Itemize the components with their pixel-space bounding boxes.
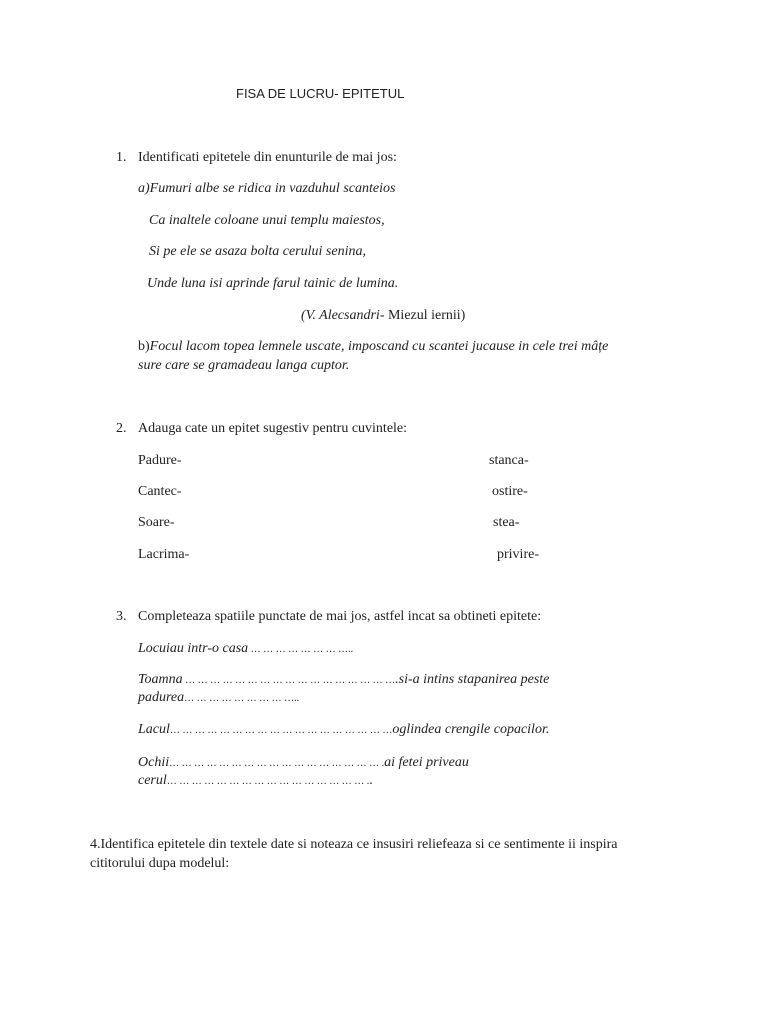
ex3-s1-text: Locuiau intr-o casa (138, 641, 249, 656)
ex3-s4-end: . (369, 773, 373, 788)
ex2-left-word-1: Padure- (138, 453, 182, 468)
ex1-a-line-2: Ca inaltele coloane unui templu maiestos, (149, 213, 385, 228)
ex1-a-line-1 (138, 181, 395, 197)
ex2-right-word-1: stanca- (489, 453, 529, 468)
ex1-b-prefix: b) (138, 339, 150, 354)
ex1-number: 1. (116, 150, 127, 165)
ex2-left-word-3: Soare- (138, 515, 175, 530)
ex3-sentence-4-line-2 (138, 773, 373, 790)
ex2-instruction: Adauga cate un epitet sugestiv pentru cuvintele: (138, 421, 408, 436)
ex3-s2-cont: padurea (138, 690, 185, 705)
ex3-sentence-2-line-1 (138, 672, 549, 689)
ex3-s4-dots: … … … … … … … … … … … … … … … … … . (169, 758, 385, 769)
ex1-a-prefix: a) (138, 181, 150, 196)
ex3-s2-dots-2: … … … … … … … … ….. (184, 693, 300, 704)
ex2-right-word-4: privire- (497, 547, 539, 562)
ex3-s2-rest: .si-a intins stapanirea peste (395, 672, 550, 687)
ex3-s1-dots: … … … … … … … ….. (248, 644, 354, 655)
ex4-line-2: cititorului dupa modelul: (90, 856, 230, 871)
ex3-sentence-2-line-2 (138, 690, 299, 707)
ex3-s4-cont: cerul (138, 773, 167, 788)
ex3-s3-rest: oglindea crengile copacilor. (392, 722, 550, 737)
ex1-b-line-2: sure care se gramadeau langa cuptor. (138, 358, 350, 373)
ex3-s4-rest: ai fetei priveau (384, 755, 469, 770)
ex2-left-word-2: Cantec- (138, 484, 182, 499)
ex3-number: 3. (116, 609, 127, 624)
ex3-s2-dots: … … … … … … … … … … … … … … … … … (182, 675, 396, 686)
page-title: FISA DE LUCRU- EPITETUL (236, 86, 405, 101)
ex2-number: 2. (116, 421, 127, 436)
ex2-right-word-3: stea- (493, 515, 520, 530)
ex1-b-text-1: Focul lacom topea lemnele uscate, imposcand cu scantei jucause in cele trei mâțe (149, 339, 609, 354)
ex1-a-line-3: Si pe ele se asaza bolta cerului senina, (149, 244, 366, 259)
ex1-instruction: Identificati epitetele din enunturile de mai jos: (138, 150, 397, 165)
ex3-sentence-4-line-1 (138, 755, 469, 772)
ex3-instruction: Completeaza spatiile punctate de mai jos, astfel incat sa obtineti epitete: (138, 609, 542, 624)
ex1-a-line-4: Unde luna isi aprinde farul tainic de lumina. (147, 276, 399, 291)
ex3-s2-text: Toamna (138, 672, 183, 687)
ex3-s4-text: Ochii (138, 755, 170, 770)
ex3-sentence-1 (138, 641, 353, 658)
ex3-s3-text: Lacul (138, 722, 170, 737)
ex2-right-word-2: ostire- (492, 484, 528, 499)
ex3-sentence-3 (138, 722, 549, 739)
ex1-b-line-1 (138, 339, 608, 355)
ex1-a-text-1: Fumuri albe se ridica in vazduhul scanteios (149, 181, 396, 196)
ex4-line-1: 4.Identifica epitetele din textele date si noteaza ce insusiri reliefeaza si ce sentimente ii inspira (90, 837, 618, 852)
citation-work: - Miezul iernii) (379, 308, 466, 323)
ex3-s3-dots: … … … … … … … … … … … … … … … … … … (169, 725, 393, 736)
ex3-s4-dots-2: … … … … … … … … … … … … … … … … . (166, 776, 370, 787)
ex2-left-word-4: Lacrima- (138, 547, 190, 562)
citation-author: (V. Alecsandri (301, 308, 380, 323)
ex1-citation (301, 308, 465, 324)
